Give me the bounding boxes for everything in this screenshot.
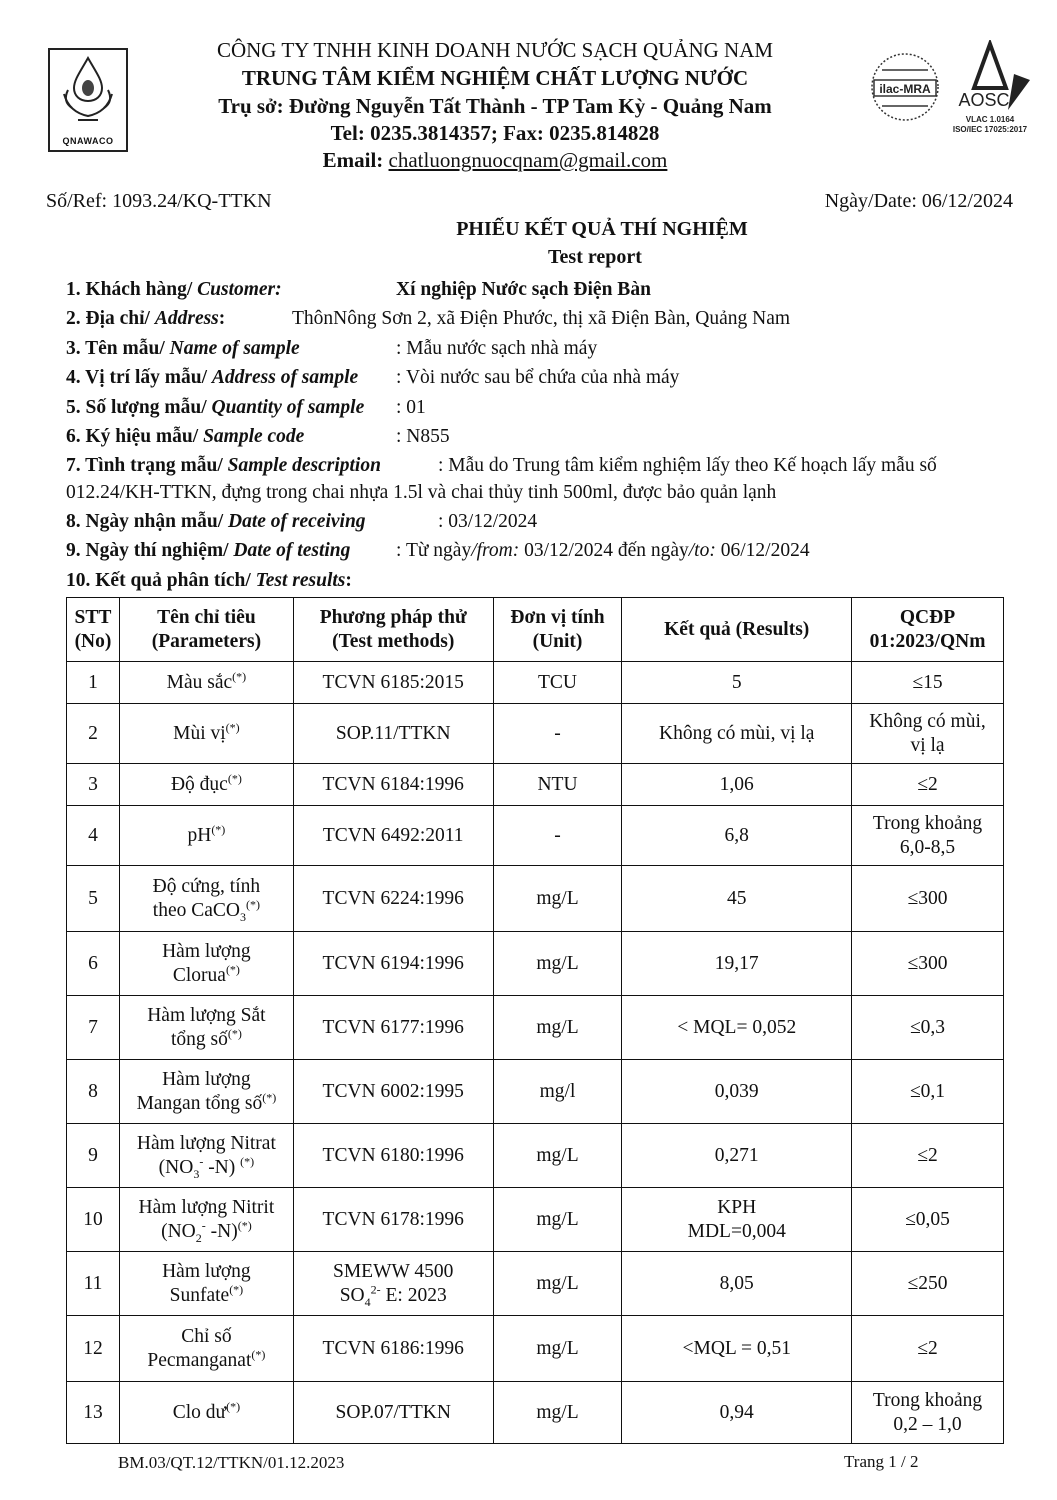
- parameter-name: Chỉ số: [181, 1325, 232, 1347]
- cell-parameter: [119, 932, 293, 996]
- cell-standard: [852, 1316, 1004, 1382]
- parameter-name-cont: (NO: [161, 1220, 196, 1242]
- parameter-name: Hàm lượng: [162, 1068, 251, 1090]
- info-sample-code: 6. Ký hiệu mẫu/ Sample code : N855: [66, 426, 450, 447]
- cell-method: [293, 1252, 493, 1316]
- cell-result: [622, 1252, 852, 1316]
- standard-value: Trong khoảng: [872, 812, 983, 834]
- parameter-name-end: -N): [203, 1156, 241, 1178]
- cell-result: [622, 1316, 852, 1382]
- method-name: TCVN 6177:1996: [322, 1016, 464, 1038]
- company-address: Trụ sở: Đường Nguyễn Tất Thành - TP Tam Kỳ - Quảng Nam: [218, 94, 772, 118]
- cell-method: [293, 806, 493, 866]
- email-link[interactable]: chatluongnuocqnam@gmail.com: [388, 148, 668, 172]
- parameter-subscript: 2: [195, 1230, 202, 1245]
- parameter-name: Hàm lượng Nitrat: [136, 1132, 276, 1154]
- cell-method: [293, 1382, 493, 1444]
- standard-value: Trong khoảng: [872, 1389, 983, 1411]
- table-row: [67, 932, 1004, 996]
- cell-unit: mg/L: [493, 1188, 622, 1252]
- standard-value-cont: vị lạ: [910, 734, 945, 756]
- result-value: 0,039: [714, 1080, 759, 1102]
- parameter-name: Hàm lượng Nitrit: [138, 1196, 275, 1218]
- cell-no: 6: [67, 932, 120, 996]
- center-name: TRUNG TÂM KIỂM NGHIỆM CHẤT LƯỢNG NƯỚC: [241, 66, 749, 90]
- cell-result: [622, 1382, 852, 1444]
- method-name: TCVN 6186:1996: [322, 1337, 464, 1359]
- table-row: [67, 1316, 1004, 1382]
- cell-no: 7: [67, 996, 120, 1060]
- accredited-mark: (*): [262, 1090, 277, 1104]
- info-sample-quantity: 5. Số lượng mẫu/ Quantity of sample : 01: [66, 397, 426, 418]
- result-value: 45: [726, 887, 747, 909]
- info-customer: 1. Khách hàng/ Customer: Xí nghiệp Nước sạch Điện Bàn: [66, 279, 651, 300]
- result-value-cont: MDL=0,004: [687, 1220, 786, 1242]
- method-name: SOP.07/TTKN: [335, 1401, 451, 1423]
- cell-no: 4: [67, 806, 120, 866]
- cell-unit: mg/L: [493, 1124, 622, 1188]
- cell-unit: -: [493, 704, 622, 764]
- sample-quantity-value: : 01: [396, 397, 426, 418]
- cell-standard: [852, 1252, 1004, 1316]
- accredited-mark: (*): [227, 771, 242, 785]
- method-name: TCVN 6194:1996: [322, 952, 464, 974]
- cell-unit: mg/L: [493, 932, 622, 996]
- standard-value: ≤2: [917, 773, 938, 795]
- cell-standard: [852, 1188, 1004, 1252]
- company-name: CÔNG TY TNHH KINH DOANH NƯỚC SẠCH QUẢNG NAM: [216, 38, 774, 62]
- result-value: 0,271: [714, 1144, 759, 1166]
- cell-result: [622, 1188, 852, 1252]
- method-subscript: 4: [364, 1294, 371, 1309]
- standard-value: ≤0,05: [905, 1208, 950, 1230]
- cell-method: [293, 704, 493, 764]
- method-name: SMEWW 4500: [333, 1260, 454, 1282]
- parameter-name: Màu sắc: [166, 671, 233, 693]
- cell-standard: [852, 1382, 1004, 1444]
- cell-parameter: [119, 996, 293, 1060]
- cell-parameter: [119, 764, 293, 806]
- standard-value: ≤300: [907, 952, 948, 974]
- cell-standard: [852, 806, 1004, 866]
- company-logo: [48, 48, 128, 152]
- table-row: [67, 806, 1004, 866]
- cell-result: [622, 704, 852, 764]
- method-superscript: 2-: [370, 1282, 381, 1296]
- cell-standard: [852, 1060, 1004, 1124]
- info-address: 2. Địa chỉ/ Address: ThônNông Sơn 2, xã Điện Phước, thị xã Điện Bàn, Quảng Nam: [66, 308, 791, 329]
- cell-no: 1: [67, 662, 120, 704]
- cell-no: 9: [67, 1124, 120, 1188]
- water-drop-icon: [50, 50, 126, 134]
- table-row: [67, 1252, 1004, 1316]
- cell-result: [622, 866, 852, 932]
- cell-no: 5: [67, 866, 120, 932]
- cell-method: [293, 1124, 493, 1188]
- parameter-name: Độ đục: [170, 773, 228, 795]
- parameter-name: Độ cứng, tính: [152, 875, 261, 897]
- parameter-name: pH: [187, 824, 212, 846]
- cell-method: [293, 996, 493, 1060]
- cell-parameter: [119, 1124, 293, 1188]
- info-sample-name: 3. Tên mẫu/ Name of sample : Mẫu nước sạch nhà máy: [66, 338, 598, 359]
- result-value: 5: [731, 671, 742, 693]
- result-value: 19,17: [714, 952, 759, 974]
- table-row: [67, 866, 1004, 932]
- cell-unit: mg/L: [493, 1316, 622, 1382]
- parameter-name: Hàm lượng: [162, 1260, 251, 1282]
- cell-unit: -: [493, 806, 622, 866]
- parameter-name: Hàm lượng Sắt: [147, 1004, 266, 1026]
- accredited-mark: (*): [246, 897, 260, 911]
- parameter-subscript: 3: [240, 909, 246, 924]
- cell-result: [622, 932, 852, 996]
- document-subtitle: Test report: [548, 246, 642, 268]
- standard-value: ≤2: [917, 1144, 938, 1166]
- cell-unit: mg/L: [493, 1382, 622, 1444]
- company-email: Email: chatluongnuocqnam@gmail.com: [322, 148, 668, 172]
- table-row: [67, 1124, 1004, 1188]
- accredited-mark: (*): [237, 1218, 252, 1232]
- header-methods: Phương pháp thử (Test methods): [293, 598, 493, 662]
- cell-no: 3: [67, 764, 120, 806]
- cell-no: 10: [67, 1188, 120, 1252]
- cell-parameter: [119, 1060, 293, 1124]
- parameter-name-cont: Pecmanganat: [147, 1349, 252, 1371]
- sample-description-cont: 012.24/KH-TTKN, đựng trong chai nhựa 1.5l và chai thủy tinh 500ml, được bảo quản lạnh: [66, 482, 777, 503]
- method-name-end: E: 2023: [380, 1284, 447, 1306]
- table-row: [67, 764, 1004, 806]
- cell-result: [622, 996, 852, 1060]
- cell-method: [293, 1316, 493, 1382]
- sample-description-value: : Mẫu do Trung tâm kiểm nghiệm lấy theo Kế hoạch lấy mẫu số: [438, 455, 937, 476]
- result-value: 6,8: [724, 824, 749, 846]
- method-name: TCVN 6185:2015: [322, 671, 464, 693]
- cell-unit: TCU: [493, 662, 622, 704]
- parameter-name-cont: Mangan tổng số: [136, 1092, 263, 1114]
- parameter-name: Hàm lượng: [162, 940, 251, 962]
- table-row: [67, 1188, 1004, 1252]
- cell-no: 8: [67, 1060, 120, 1124]
- cell-result: [622, 806, 852, 866]
- header-standard: QCĐP 01:2023/QNm: [852, 598, 1004, 662]
- document-ref: Số/Ref: 1093.24/KQ-TTKN: [46, 190, 272, 212]
- document-title: PHIẾU KẾT QUẢ THÍ NGHIỆM: [456, 218, 748, 240]
- result-value: Không có mùi, vị lạ: [659, 722, 815, 744]
- cell-no: 2: [67, 704, 120, 764]
- accredited-mark: (*): [240, 1154, 255, 1168]
- table-row: [67, 662, 1004, 704]
- standard-value: ≤250: [907, 1272, 948, 1294]
- svg-text:AOSC: AOSC: [958, 90, 1010, 110]
- method-name: TCVN 6180:1996: [322, 1144, 464, 1166]
- result-value: <MQL = 0,51: [682, 1337, 791, 1359]
- result-value: 8,05: [719, 1272, 754, 1294]
- cell-method: [293, 662, 493, 704]
- info-sample-description: 7. Tình trạng mẫu/ Sample description : Mẫu do Trung tâm kiểm nghiệm lấy theo Kế hoạch lấy mẫu số: [66, 455, 937, 476]
- info-test-results: 10. Kết quả phân tích/ Test results:: [66, 570, 352, 591]
- standard-value: ≤0,3: [909, 1016, 946, 1038]
- cell-unit: mg/l: [493, 1060, 622, 1124]
- method-name: TCVN 6178:1996: [322, 1208, 464, 1230]
- cell-no: 12: [67, 1316, 120, 1382]
- cell-no: 11: [67, 1252, 120, 1316]
- cell-parameter: [119, 1382, 293, 1444]
- cell-standard: [852, 704, 1004, 764]
- parameter-name-cont: Clorua: [172, 964, 226, 986]
- sample-name-value: : Mẫu nước sạch nhà máy: [396, 338, 598, 359]
- result-value: KPH: [717, 1196, 757, 1218]
- accredited-mark: (*): [251, 1347, 266, 1361]
- standard-value: ≤15: [912, 671, 943, 693]
- accredited-mark: (*): [229, 1282, 244, 1296]
- info-date-testing: 9. Ngày thí nghiệm/ Date of testing : Từ ngày/from: 03/12/2024 đến ngày/to: 06/12/2024: [66, 540, 810, 561]
- logo-text: QNAWACO: [62, 136, 114, 146]
- aosc-logo: [944, 40, 1036, 140]
- accredited-mark: (*): [225, 962, 240, 976]
- parameter-name-cont: theo CaCO: [152, 899, 240, 921]
- parameter-subscript: 3: [193, 1166, 200, 1181]
- table-row: [67, 1060, 1004, 1124]
- cell-parameter: [119, 806, 293, 866]
- result-value: 0,94: [719, 1401, 754, 1423]
- method-name: TCVN 6224:1996: [322, 887, 464, 909]
- accredited-mark: (*): [226, 1399, 241, 1413]
- accredited-mark: (*): [211, 822, 226, 836]
- info-sample-location: 4. Vị trí lấy mẫu/ Address of sample : Vòi nước sau bể chứa của nhà máy: [66, 367, 680, 388]
- cell-no: 13: [67, 1382, 120, 1444]
- info-date-received: 8. Ngày nhận mẫu/ Date of receiving : 03/12/2024: [66, 511, 538, 532]
- accredited-mark: (*): [227, 1026, 242, 1040]
- cell-standard: [852, 764, 1004, 806]
- svg-text:ISO/IEC 17025:2017: ISO/IEC 17025:2017: [952, 125, 1028, 134]
- standard-value-cont: 0,2 – 1,0: [893, 1413, 962, 1435]
- cell-standard: [852, 1124, 1004, 1188]
- cell-method: [293, 866, 493, 932]
- method-name: TCVN 6492:2011: [322, 824, 464, 846]
- cell-unit: NTU: [493, 764, 622, 806]
- cell-method: [293, 764, 493, 806]
- standard-value: ≤2: [917, 1337, 938, 1359]
- parameter-name-cont: (NO: [158, 1156, 194, 1178]
- date-testing-value: : Từ ngày/from: 03/12/2024 đến ngày/to: 06/12/2024: [396, 540, 810, 561]
- parameter-superscript: -: [201, 1218, 206, 1232]
- standard-value: Không có mùi,: [869, 710, 986, 732]
- cell-standard: [852, 932, 1004, 996]
- standard-value: ≤300: [907, 887, 948, 909]
- cell-unit: mg/L: [493, 866, 622, 932]
- cell-unit: mg/L: [493, 996, 622, 1060]
- page-number: Trang 1 / 2: [844, 1452, 919, 1471]
- result-value: 1,06: [719, 773, 754, 795]
- cell-parameter: [119, 704, 293, 764]
- company-phone: Tel: 0235.3814357; Fax: 0235.814828: [330, 121, 660, 145]
- method-name: TCVN 6184:1996: [322, 773, 464, 795]
- standard-value: ≤0,1: [909, 1080, 946, 1102]
- table-row: [67, 996, 1004, 1060]
- accredited-mark: (*): [225, 720, 240, 734]
- cell-parameter: [119, 662, 293, 704]
- parameter-superscript: -: [199, 1154, 204, 1168]
- cell-standard: [852, 866, 1004, 932]
- header-no: STT (No): [67, 598, 120, 662]
- cell-result: [622, 1124, 852, 1188]
- document-date: Ngày/Date: 06/12/2024: [824, 190, 1013, 212]
- results-table: [66, 597, 1004, 1444]
- form-code: BM.03/QT.12/TTKN/01.12.2023: [118, 1453, 345, 1472]
- sample-location-value: : Vòi nước sau bể chứa của nhà máy: [396, 367, 680, 388]
- parameter-name: Clo dư: [172, 1401, 227, 1423]
- cell-result: [622, 662, 852, 704]
- header-unit: Đơn vị tính (Unit): [493, 598, 622, 662]
- cell-result: [622, 764, 852, 806]
- cell-method: [293, 1188, 493, 1252]
- address-value: ThônNông Sơn 2, xã Điện Phước, thị xã Điện Bàn, Quảng Nam: [292, 308, 791, 329]
- cell-parameter: [119, 1188, 293, 1252]
- svg-text:VLAC 1.0164: VLAC 1.0164: [965, 115, 1015, 124]
- cell-parameter: [119, 866, 293, 932]
- svg-text:ilac-MRA: ilac-MRA: [879, 82, 931, 96]
- cell-standard: [852, 662, 1004, 704]
- standard-value-cont: 6,0-8,5: [899, 836, 956, 858]
- accredited-mark: (*): [232, 669, 247, 683]
- date-received-value: : 03/12/2024: [438, 511, 538, 532]
- parameter-name-cont: tổng số: [170, 1028, 228, 1050]
- cell-parameter: [119, 1252, 293, 1316]
- header-parameters: Tên chỉ tiêu (Parameters): [119, 598, 293, 662]
- parameter-name: Mùi vị: [173, 722, 226, 744]
- cell-method: [293, 1060, 493, 1124]
- ilac-mra-logo: [868, 44, 942, 130]
- result-value: < MQL= 0,052: [677, 1016, 797, 1038]
- table-row: [67, 1382, 1004, 1444]
- sample-code-value: : N855: [396, 426, 450, 447]
- parameter-name-cont: Sunfate: [169, 1284, 230, 1306]
- cell-method: [293, 932, 493, 996]
- cell-unit: mg/L: [493, 1252, 622, 1316]
- table-header-row: [67, 598, 1004, 662]
- cell-parameter: [119, 1316, 293, 1382]
- parameter-name-end: -N): [205, 1220, 238, 1242]
- method-name: SOP.11/TTKN: [335, 722, 451, 744]
- header-results: Kết quả (Results): [622, 598, 852, 662]
- cell-result: [622, 1060, 852, 1124]
- method-name: TCVN 6002:1995: [322, 1080, 464, 1102]
- customer-value: Xí nghiệp Nước sạch Điện Bàn: [396, 279, 651, 300]
- method-name-cont: SO: [339, 1284, 365, 1306]
- cell-standard: [852, 996, 1004, 1060]
- table-row: [67, 704, 1004, 764]
